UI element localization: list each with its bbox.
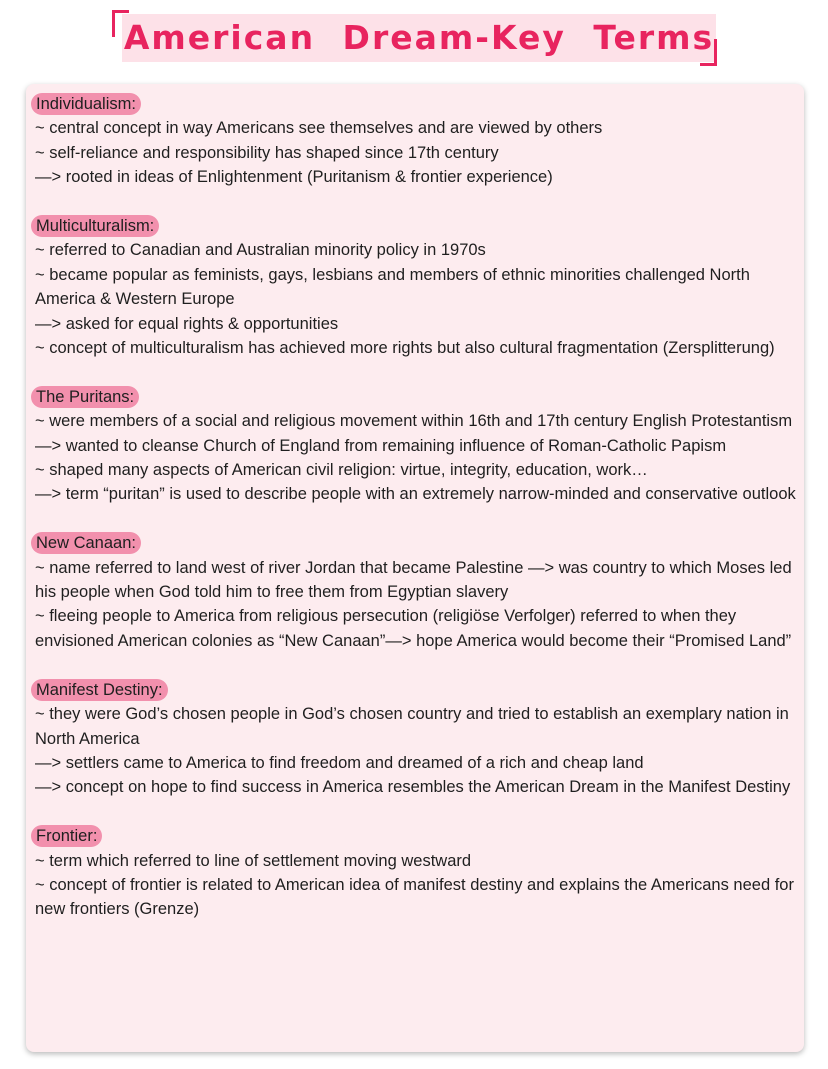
page-title: American Dream-Key Terms <box>123 18 715 57</box>
term-definition-line: —> term “puritan” is used to describe people with an extremely narrow-minded and conservative outlook <box>35 485 796 504</box>
terms-list <box>35 92 797 946</box>
term-section <box>35 214 797 360</box>
term-heading: Frontier: <box>31 825 102 847</box>
term-definition-line: —> concept on hope to find success in America resembles the American Dream in the Manifest Destiny <box>35 778 791 797</box>
title-banner <box>112 10 717 66</box>
term-section <box>35 824 797 922</box>
term-definition-line: ~ they were God’s chosen people in God’s chosen country and tried to establish an exemplary nation in North America <box>35 705 789 748</box>
term-heading: Individualism: <box>31 93 141 115</box>
term-definition-line: ~ fleeing people to America from religious persecution (religiöse Verfolger) referred to when they envisioned American colonies as “New Canaan”—> hope America would become their “Promised Land” <box>35 607 792 650</box>
term-section <box>35 678 797 800</box>
term-definition-line: —> rooted in ideas of Enlightenment (Puritanism & frontier experience) <box>35 168 553 187</box>
term-definition-line: —> asked for equal rights & opportunities <box>35 314 339 333</box>
term-section <box>35 385 797 507</box>
term-section <box>35 531 797 653</box>
term-definition-line: ~ referred to Canadian and Australian minority policy in 1970s <box>35 241 486 260</box>
term-definition-line: —> wanted to cleanse Church of England from remaining influence of Roman-Catholic Papism <box>35 436 727 455</box>
term-section <box>35 92 797 190</box>
term-definition-line: ~ term which referred to line of settlement moving westward <box>35 851 472 870</box>
term-heading: Manifest Destiny: <box>31 679 168 701</box>
term-heading: The Puritans: <box>31 386 139 408</box>
term-heading: New Canaan: <box>31 532 141 554</box>
term-definition-line: ~ self-reliance and responsibility has shaped since 17th century <box>35 143 499 162</box>
term-definition-line: ~ were members of a social and religious movement within 16th and 17th century English Protestantism <box>35 412 793 431</box>
term-definition-line: ~ became popular as feminists, gays, lesbians and members of ethnic minorities challenged North America & Western Europe <box>35 265 750 309</box>
term-definition-line: ~ central concept in way Americans see themselves and are viewed by others <box>35 119 603 138</box>
term-definition-line: ~ shaped many aspects of American civil religion: virtue, integrity, education, work… <box>35 461 648 480</box>
term-definition-line: —> settlers came to America to find freedom and dreamed of a rich and cheap land <box>35 753 644 772</box>
term-heading: Multiculturalism: <box>31 215 159 237</box>
term-definition-line: ~ name referred to land west of river Jordan that became Palestine —> was country to which Moses led his people when God told him to free them from Egyptian slavery <box>35 558 792 602</box>
term-definition-line: ~ concept of multiculturalism has achieved more rights but also cultural fragmentation (Zersplitterung) <box>35 339 775 358</box>
term-definition-line: ~ concept of frontier is related to American idea of manifest destiny and explains the Americans need for new frontiers (Grenze) <box>35 875 794 919</box>
